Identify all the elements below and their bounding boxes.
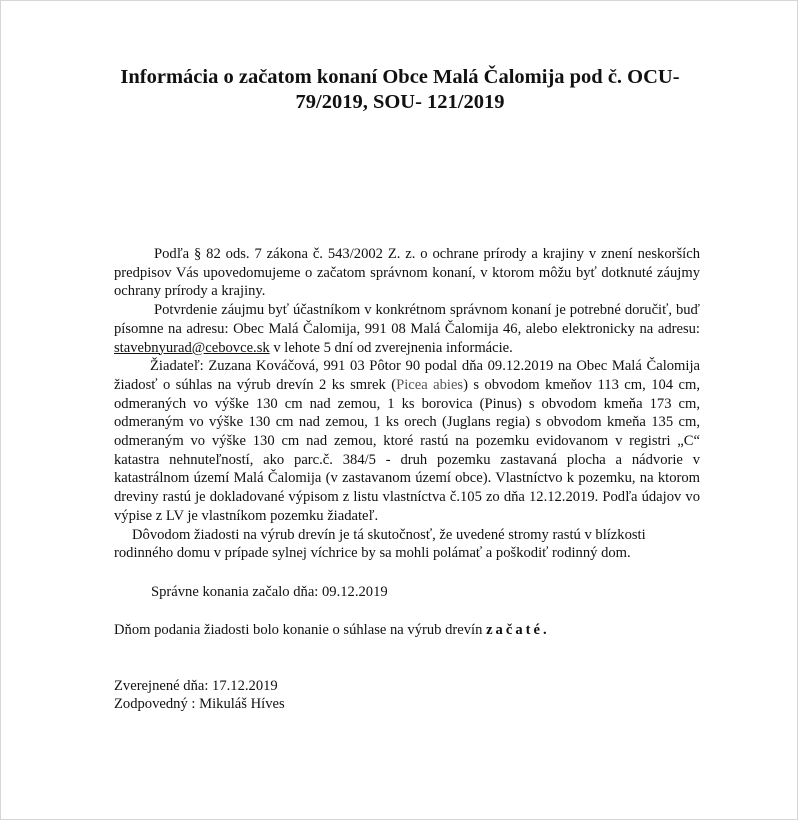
filing-text: Dňom podania žiadosti bolo konanie o súhlase na výrub drevín	[114, 622, 487, 638]
participation-deadline-text: v lehote 5 dní od zverejnenia informácie.	[269, 339, 513, 356]
applicant-details-text: ) s obvodom kmeňov 113 cm, 104 cm, odmeraných vo výške 130 cm nad zemou, 1 ks borovica (Pinus) s obvodom kmeňa 173 cm, odmeraným vo výške 130 cm nad zemou, 1 ks orech (Juglans regia) s obvodom kmeňa 135 cm, odmeraným vo výške 130 cm nad zemou, ktoré rastú na pozemku evidovanom v registri „C“ katastra nehnuteľností, ako parc.č. 384/5 - druh pozemku zastavaná plocha a nádvorie v katastrálnom území Malá Čalomija (v zastavanom území obce). Vlastníctvo k pozemku, na ktorom dreviny rastú je dokladované výpisom z listu vlastníctva č.105 zo dňa 12.12.2019. Podľa údajov vo výpise z LV je vlastníkom pozemku žiadateľ.	[114, 376, 700, 524]
document-title	[101, 65, 699, 115]
paragraph-participation	[114, 301, 700, 357]
paragraph-applicant	[114, 357, 700, 525]
applicant-text: Žiadateľ: Zuzana Kováčová, 991 03 Pôtor 90 podal dňa 09.12.2019 na Obec Malá Čalomija žiadosť o súhlas na výrub drevín 2 ks smrek (	[114, 358, 700, 393]
filing-status: začaté.	[486, 622, 550, 638]
filing-statement	[114, 621, 550, 640]
title-line-1: Informácia o začatom konaní Obce Malá Čalomija pod č. OCU-	[120, 66, 680, 88]
paragraph-reason: Dôvodom žiadosti na výrub drevín je tá skutočnosť, že uvedené stromy rastú v blízkosti rodinného domu v prípade sylnej víchrice by sa mohli polámať a poškodiť rodinný dom.	[114, 526, 646, 562]
email-link[interactable]: stavebnyurad@cebovce.sk	[114, 339, 270, 356]
proceedings-start-date: Správne konania začalo dňa: 09.12.2019	[151, 584, 388, 600]
paragraph-legal-basis: Podľa § 82 ods. 7 zákona č. 543/2002 Z. z. o ochrane prírody a krajiny v znení neskorších predpisov Vás upovedomujeme o začatom správnom konaní, v ktorom môžu byť dotknuté záujmy ochrany prírody a krajiny.	[114, 246, 700, 300]
document-body	[114, 245, 700, 563]
published-date: Zverejnené dňa: 17.12.2019	[114, 678, 278, 694]
title-line-2: 79/2019, SOU- 121/2019	[295, 91, 505, 113]
participation-text: Potvrdenie záujmu byť účastníkom v konkrétnom správnom konaní je potrebné doručiť, buď písomne na adresu: Obec Malá Čalomija, 991 08 Malá Čalomija 46, alebo elektronicky na adresu:	[114, 302, 700, 337]
responsible-person: Zodpovedný : Mikuláš Híves	[114, 696, 285, 712]
species-name: Picea abies	[396, 376, 464, 393]
